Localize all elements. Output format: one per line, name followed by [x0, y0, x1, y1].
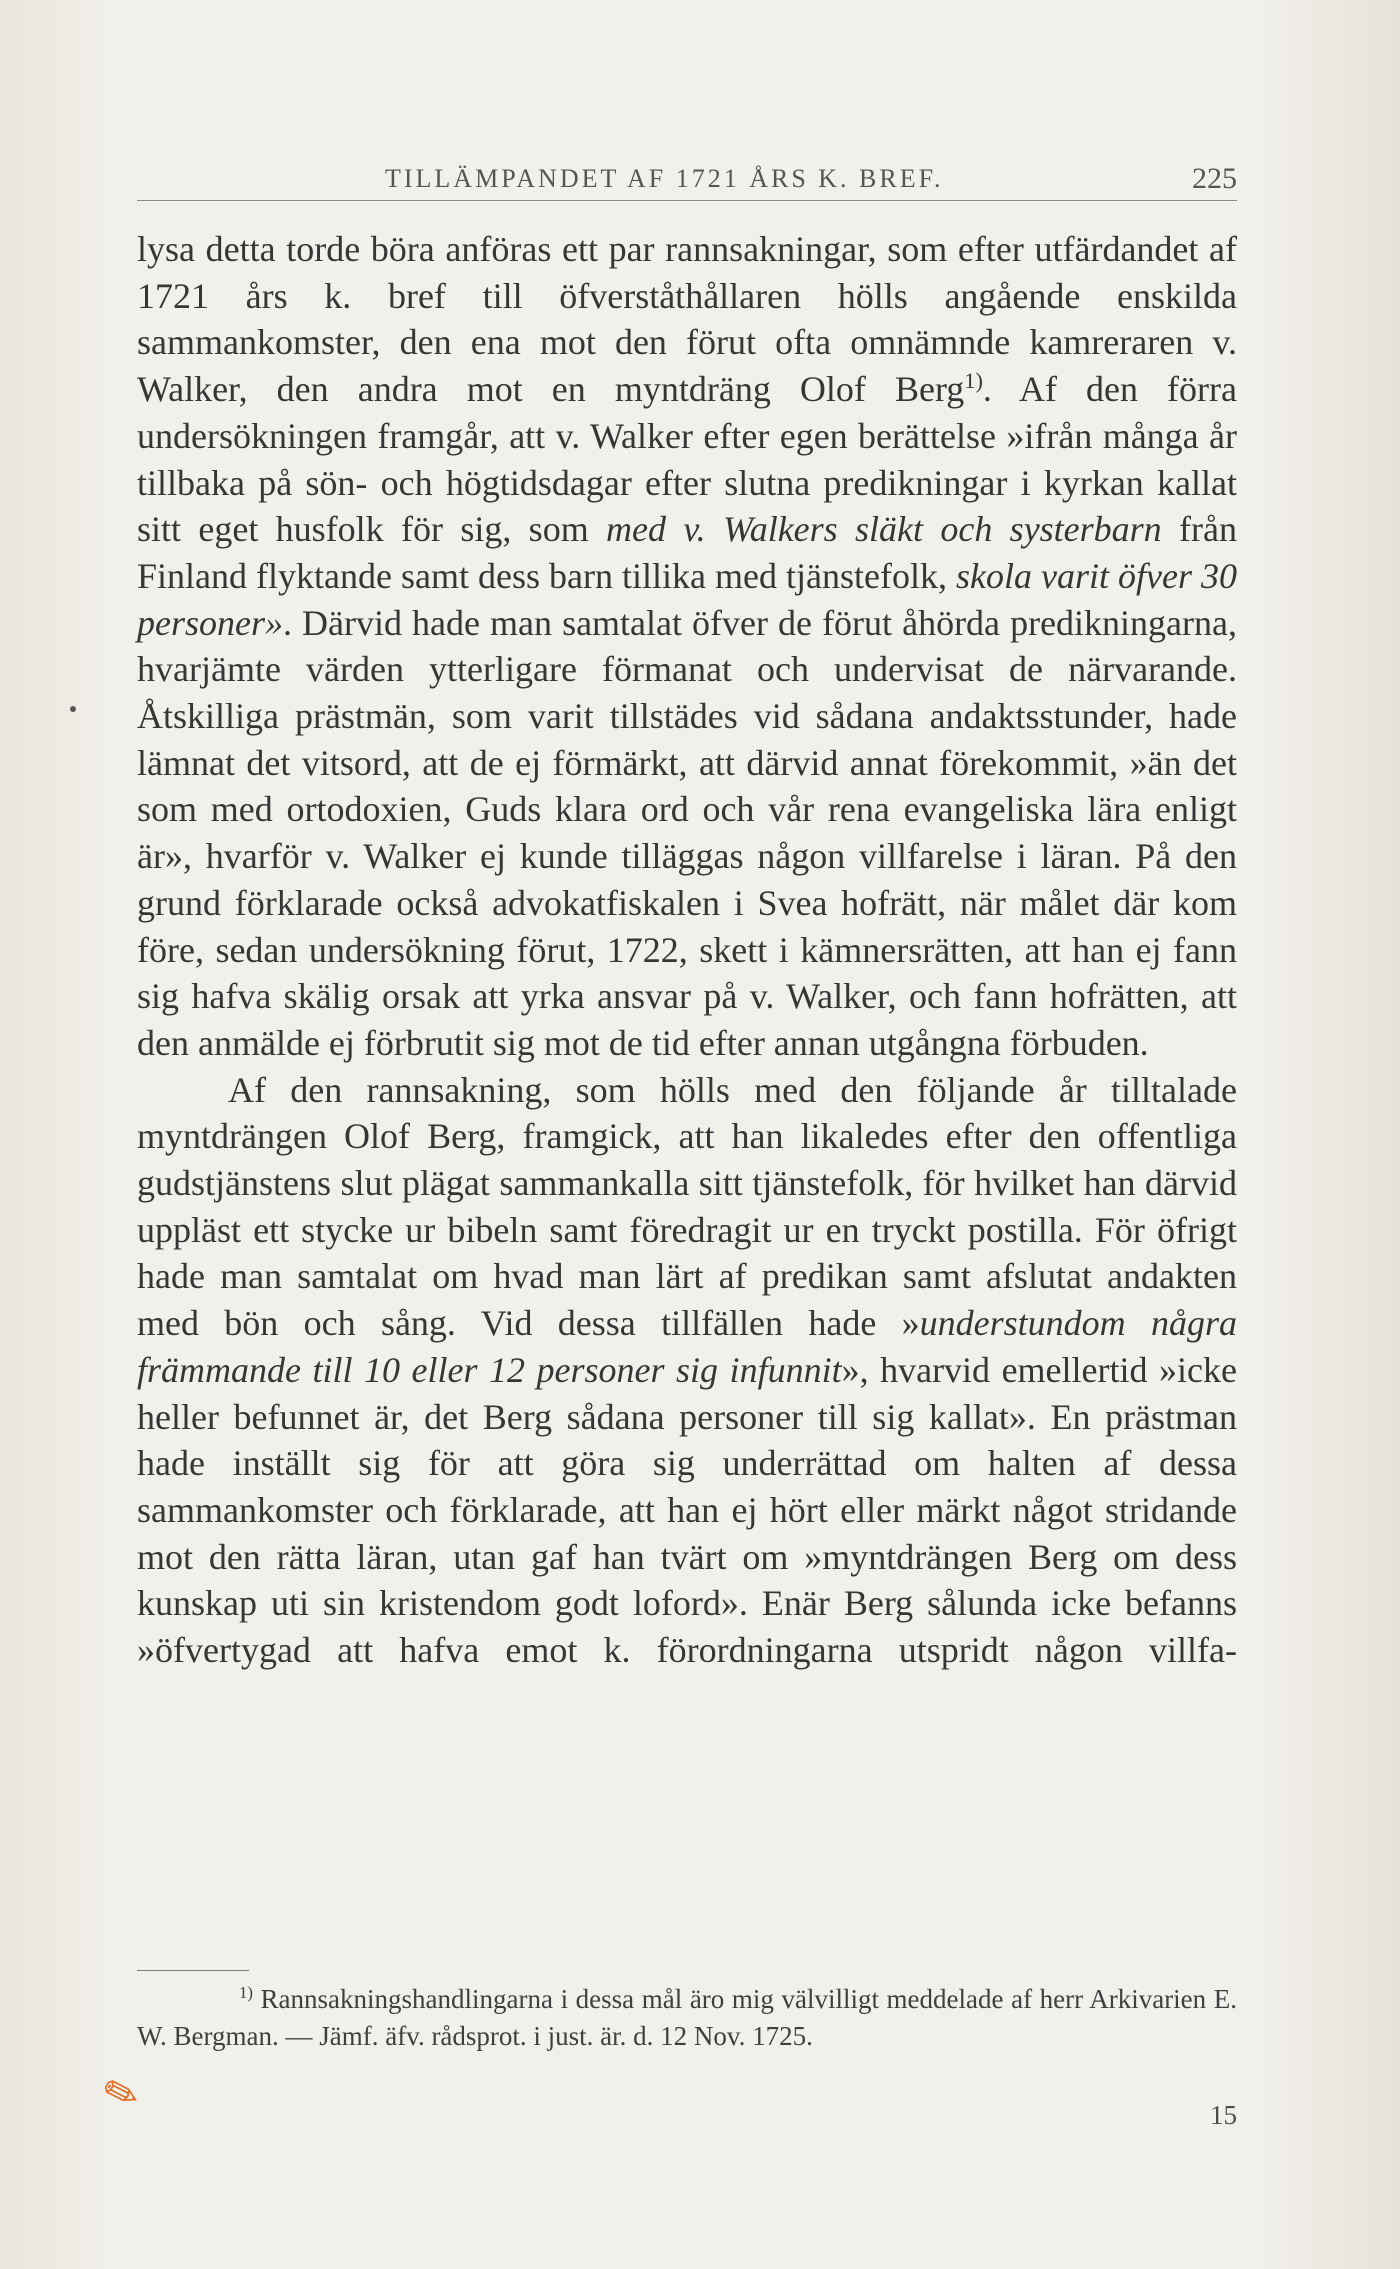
footnote-reference: 1) [964, 368, 983, 394]
paragraph-1-part-4: . Därvid hade man samtalat öfver de förut åhörda predikningarna, hvarjämte värden ytterligare förmanat och undervisat de närvarande. Åtskilliga prästmän, som varit tillstädes vid sådana andaktsstunder, hade lämnat det vitsord, att de ej förmärkt, att därvid annat förekommit, »än det som med ortodoxien, Guds klara ord och vår rena evangeliska lära enligt är», hvarför v. Walker ej kunde tilläggas någon villfarelse i läran. På den grund förklarade också advokatfiskalen i Svea hofrätt, när målet där kom före, sedan undersökning förut, 1722, skett i kämnersrätten, att han ej fann sig hafva skälig orsak att yrka ansvar på v. Walker, och fann hofrätten, att den anmälde ej förbrutit sig mot de tid efter annan utgångna förbuden. [137, 602, 1237, 1063]
footnote-area [137, 1981, 1237, 2055]
footnote-marker: 1) [239, 1983, 253, 2002]
signature-number: 15 [1210, 2100, 1237, 2130]
footnote-text: Rannsakningshandlingarna i dessa mål äro mig välvilligt meddelade af herr Arkivarien E. W. Bergman. — Jämf. äfv. rådsprot. i just. är. d. 12 Nov. 1725. [137, 1984, 1237, 2051]
main-text [137, 226, 1237, 1674]
paragraph-2 [137, 1067, 1237, 1674]
paragraph-1-part-3: från Finland flyktande samt dess barn tillika med tjänstefolk, [137, 509, 1237, 596]
paragraph-1-part-2: . Af den förra undersökningen framgår, att v. Walker efter egen berättelse »ifrån många år tillbaka på sön- och högtidsdagar efter slutna predikningar i kyrkan kallat sitt eget husfolk för sig, som [137, 369, 1238, 550]
running-title: TILLÄMPANDET AF 1721 ÅRS K. BREF. [385, 164, 944, 193]
margin-dot [70, 706, 76, 712]
footnote-divider [137, 1970, 249, 1971]
footnote-reference-number: 1 [964, 368, 976, 394]
paragraph-2-italic-1: understundom några främmande till 10 eller 12 personer sig infunnit [137, 1303, 1237, 1390]
paragraph-1-italic-1: med v. Walkers släkt och systerbarn [606, 509, 1162, 550]
paragraph-2-part-1: Af den rannsakning, som hölls med den följande år tilltalade myntdrängen Olof Berg, framgick, att han likaledes efter den offentliga gudstjänstens slut plägat sammankalla sitt tjänstefolk, för hvilket han därvid uppläst ett stycke ur bibeln samt föredragit ur en tryckt postilla. För öfrigt hade man samtalat om hvad man lärt af predikan samt afslutat andakten med bön och sång. Vid dessa tillfällen hade » [137, 1069, 1237, 1344]
page-number: 225 [1192, 162, 1237, 195]
running-header [137, 150, 1237, 201]
ink-mark-icon: ✎ [97, 2067, 146, 2123]
footnote [137, 1981, 1237, 2055]
footnote-marker-number: 1 [239, 1983, 248, 2002]
paragraph-2-part-2: », hvarvid emellertid »icke heller befunnet är, det Berg sådana personer till sig kallat». En prästman hade inställt sig för att göra sig underrättad om halten af dessa sammankomster och förklarade, att han ej hört eller märkt något stridande mot den rätta läran, utan gaf han tvärt om »myntdrängen Berg om dess kunskap uti sin kristendom godt loford». Enär Berg sålunda icke befanns »öfvertygad att hafva emot k. förordningarna utspridt någon villfa- [137, 1349, 1237, 1671]
paragraph-1-italic-2: skola varit öfver 30 personer» [137, 555, 1238, 643]
paragraph-1-part-1: lysa detta torde böra anföras ett par rannsakningar, som efter utfärdandet af 1721 års k. bref till öfverståthållaren hölls angående enskilda sammankomster, den ena mot den förut ofta omnämnde kamreraren v. Walker, den andra mot en myntdräng Olof Berg [137, 229, 1237, 410]
paragraph-1 [137, 226, 1237, 1067]
